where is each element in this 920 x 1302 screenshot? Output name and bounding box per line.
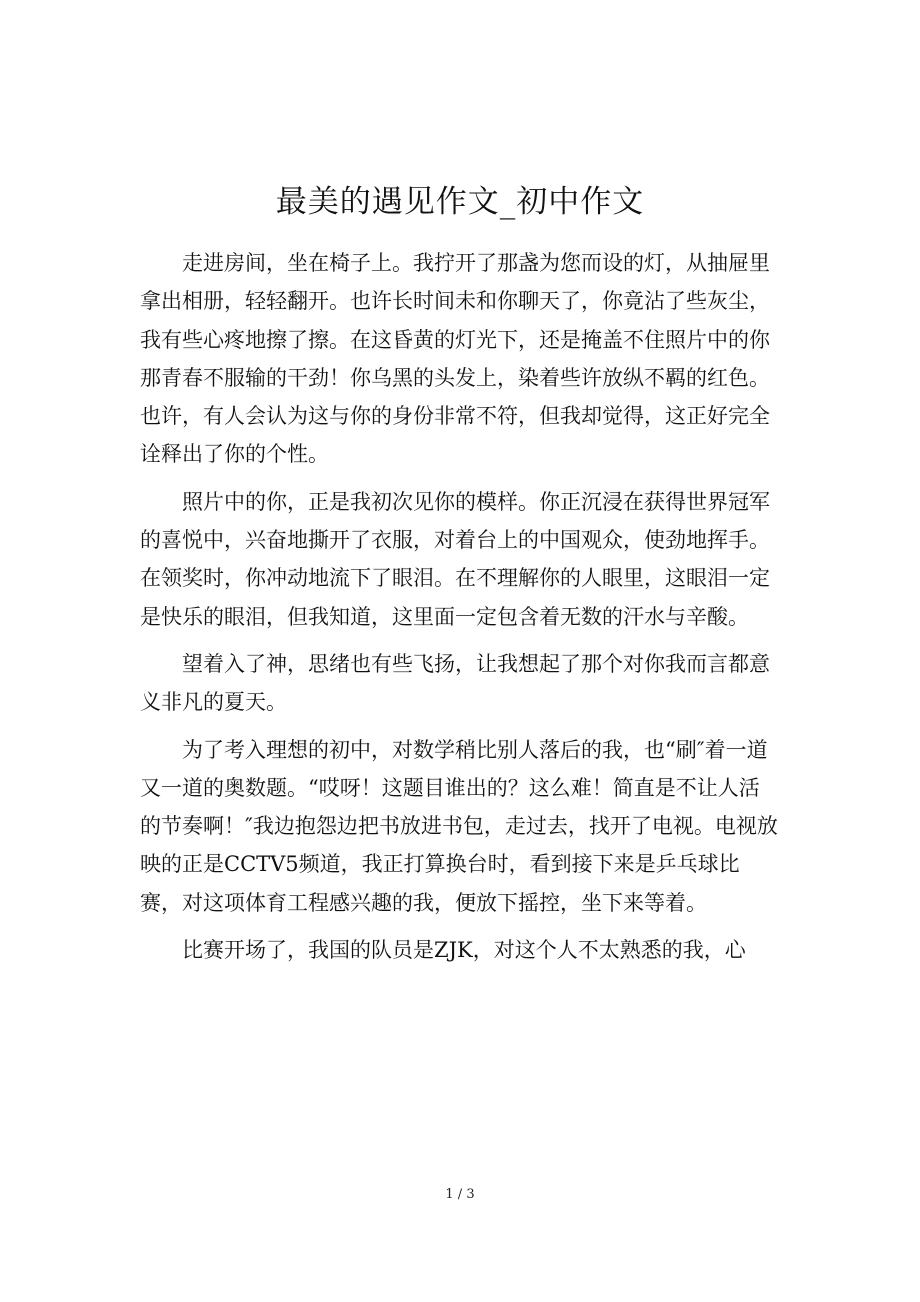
paragraph-5: 比赛开场了，我国的队员是ZJK，对这个人不太熟悉的我，心 <box>182 938 746 963</box>
paragraph-2: 照片中的你，正是我初次见你的模样。你正沉浸在获得世界冠军的喜悦中，兴奋地撕开了衣服，对着台上的中国观众，使劲地挥手。在领奖时，你冲动地流下了眼泪。在不理解你的人眼里，这眼泪一定是快乐的眼泪，但我知道，这里面一定包含着无数的汗水与辛酸。 <box>140 489 770 629</box>
paragraph-4: 为了考入理想的初中，对数学稍比别人落后的我，也“刷″着一道又一道的奥数题。“哎呀！这题目谁出的？这么难！简直是不让人活的节奏啊！″我边抱怨边把书放进书包，走过去，找开了电视。电视放映的正是CCTV5频道，我正打算换台时，看到接下来是乒乓球比赛，对这项体育工程感兴趣的我，便放下摇控，坐下来等着。 <box>140 737 778 915</box>
page-number: 1 / 3 <box>445 1187 475 1202</box>
page-title: 最美的遇见作文_初中作文 <box>275 184 645 220</box>
paragraph-1: 走进房间，坐在椅子上。我拧开了那盏为您而设的灯，从抽屉里拿出相册，轻轻翻开。也许长时间未和你聊天了，你竟沾了些灰尘，我有些心疼地擦了擦。在这昏黄的灯光下，还是掩盖不住照片中的你那青春不服输的干劲！你乌黑的头发上，染着些许放纵不羁的红色。也许，有人会认为这与你的身份非常不符，但我却觉得，这正好完全诠释出了你的个性。 <box>140 251 770 467</box>
paragraph-3: 望着入了神，思绪也有些飞扬，让我想起了那个对你我而言都意义非凡的夏天。 <box>140 651 770 715</box>
article-body <box>140 244 780 978</box>
